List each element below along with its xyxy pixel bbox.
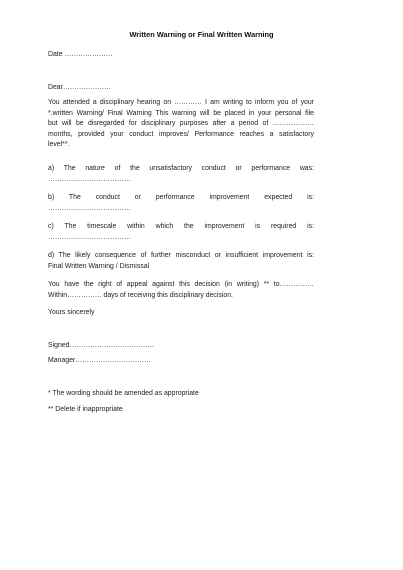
item-a-text: a) The nature of the unsatisfactory conduct or performance was: xyxy=(48,165,314,172)
item-c-blank: ……………………………… xyxy=(48,233,131,241)
item-b xyxy=(48,193,314,214)
date-line: Date ………………… xyxy=(48,51,113,58)
item-d xyxy=(48,251,314,272)
item-b-text: b) The conduct or performance improvement expected is: xyxy=(48,194,314,201)
intro-line: *.written Warning/ Final Warning This warning will be placed in your personal file xyxy=(48,109,314,117)
appeal-line: Within…………… days of receiving this disciplinary decision. xyxy=(48,291,233,299)
intro-paragraph xyxy=(48,98,314,151)
footnote-delete: ** Delete if inappropriate xyxy=(48,406,123,413)
closing: Yours sincerely xyxy=(48,309,95,316)
appeal-line: You have the right of appeal against this decision (in writing) ** to…………… xyxy=(48,281,314,288)
signed-line: Signed………………………………. xyxy=(48,342,155,349)
intro-line: months, provided your conduct improves/ Performance reaches a satisfactory xyxy=(48,130,314,138)
dear-line: Dear………………… xyxy=(48,84,112,91)
item-c-text: c) The timescale within which the improvement is required is: xyxy=(48,223,314,230)
manager-line: Manager…………………………… xyxy=(48,357,151,364)
item-b-blank: ……………………………… xyxy=(48,204,131,212)
intro-line: but will be disregarded for disciplinary purposes after a period of ……………… xyxy=(48,120,314,128)
item-d-text: d) The likely consequence of further misconduct or insufficient improvement is: xyxy=(48,252,314,259)
item-a-blank: ……………………………… xyxy=(48,175,131,183)
item-a xyxy=(48,164,314,185)
item-d-consequence: Final Written Warning / Dismissal xyxy=(48,262,150,270)
appeal-paragraph xyxy=(48,280,314,301)
intro-line: You attended a disciplinary hearing on ………… I am writing to inform you of your xyxy=(48,99,314,106)
item-c xyxy=(48,222,314,243)
footnote-wording: * The wording should be amended as appropriate xyxy=(48,390,199,397)
intro-line: level**. xyxy=(48,141,70,149)
document-title: Written Warning or Final Written Warning xyxy=(129,30,274,39)
